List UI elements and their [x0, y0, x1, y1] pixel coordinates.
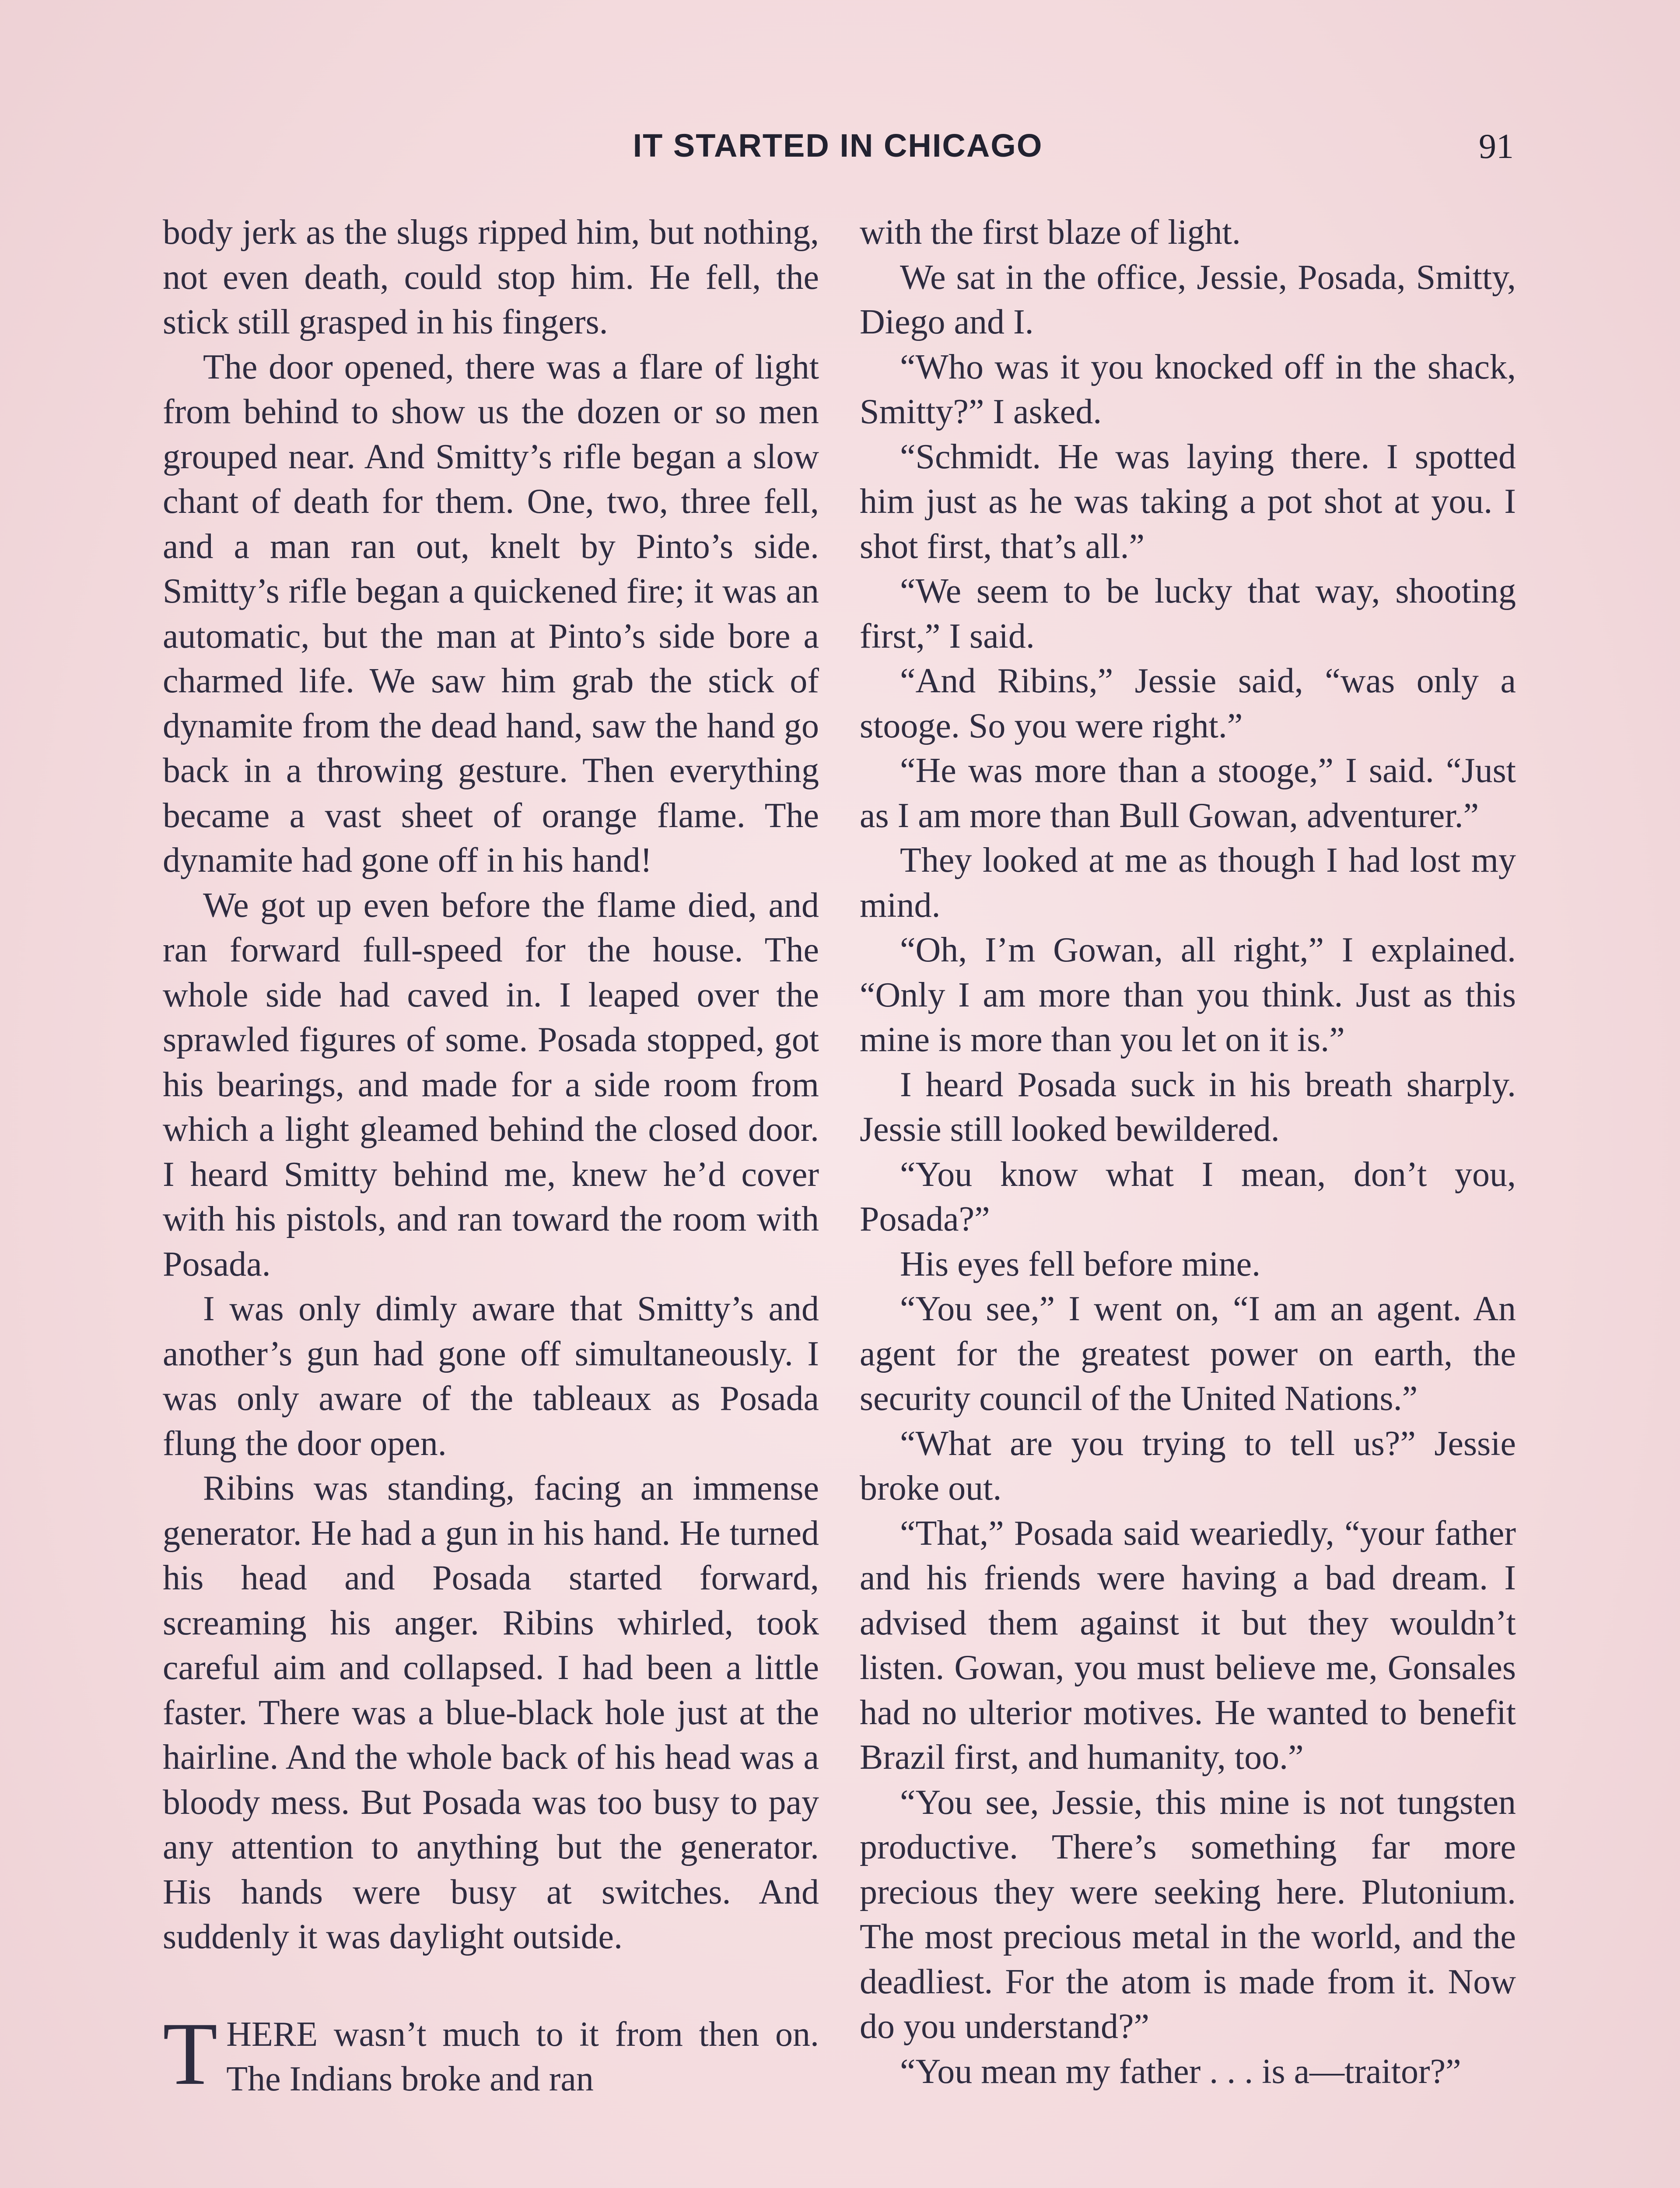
- running-title: IT STARTED IN CHICAGO: [633, 127, 1043, 164]
- paragraph: “You mean my father . . . is a—traitor?”: [900, 2052, 1461, 2091]
- paragraph: “He was more than a stooge,” I said. “Just as I am more than Bull Gowan, adventurer.”: [860, 751, 1516, 835]
- paragraph: “Schmidt. He was laying there. I spotted him just as he was taking a pot shot at you. I shot first, that’s all.”: [860, 437, 1516, 566]
- paragraph: with the first blaze of light.: [860, 213, 1241, 252]
- paragraph: “We seem to be lucky that way, shooting first,” I said.: [860, 572, 1516, 656]
- paragraph: The door opened, there was a flare of light from behind to show us the dozen or so men grouped near. And Smitty’s rifle began a slow chant of death for them. One, two, three fell, and a man ran out, knelt by Pinto’s side. Smitty’s rifle began a quickened fire; it was an automatic, but the man at Pinto’s side bore a charmed life. We saw him grab the stick of dynamite from the dead hand, saw the hand go back in a throwing gesture. Then everything became a vast sheet of orange flame. The dynamite had gone off in his hand!: [163, 347, 819, 880]
- paragraph: “Who was it you knocked off in the shack, Smitty?” I asked.: [860, 347, 1516, 431]
- left-column: [163, 210, 819, 2102]
- paragraph: “Oh, I’m Gowan, all right,” I explained. “Only I am more than you think. Just as this mine is more than you let on it is.”: [860, 931, 1516, 1059]
- paragraph: “You see, Jessie, this mine is not tungsten productive. There’s something far more precious they were seeking here. Plutonium. The most precious metal in the world, and the deadliest. For the atom is made from it. Now do you understand?”: [860, 1783, 1516, 2046]
- section-opening-text: HERE wasn’t much to it from then on. The Indians broke and ran: [226, 2015, 819, 2098]
- page-number: 91: [1479, 127, 1514, 166]
- paragraph: We sat in the office, Jessie, Posada, Smitty, Diego and I.: [860, 258, 1516, 341]
- paragraph: body jerk as the slugs ripped him, but nothing, not even death, could stop him. He fell, the stick still grasped in his fingers.: [163, 213, 819, 341]
- paragraph: “And Ribins,” Jessie said, “was only a stooge. So you were right.”: [860, 662, 1516, 745]
- paragraph: “That,” Posada said weariedly, “your father and his friends were having a bad dream. I advised them against it but they wouldn’t listen. Gowan, you must believe me, Gonsales had no ulterior motives. He wanted to benefit Brazil first, and humanity, too.”: [860, 1514, 1516, 1777]
- right-column: [860, 210, 1516, 2094]
- paragraph: They looked at me as though I had lost my mind.: [860, 841, 1516, 925]
- paragraph: We got up even before the flame died, and ran forward full-speed for the house. The whole side had caved in. I leaped over the sprawled figures of some. Posada stopped, got his bearings, and made for a side room from which a light gleamed behind the closed door. I heard Smitty behind me, knew he’d cover with his pistols, and ran toward the room with Posada.: [163, 886, 819, 1283]
- page-header: [162, 127, 1514, 175]
- paragraph: Ribins was standing, facing an immense generator. He had a gun in his hand. He turned his head and Posada started forward, screaming his anger. Ribins whirled, took careful aim and collapsed. I had been a little faster. There was a blue-black hole just at the hairline. And the whole back of his head was a bloody mess. But Posada was too busy to pay any attention to anything but the generator. His hands were busy at switches. And suddenly it was daylight outside.: [163, 1469, 819, 1956]
- paragraph: “You know what I mean, don’t you, Posada?”: [860, 1155, 1516, 1238]
- drop-cap: T: [163, 2004, 218, 2104]
- paragraph: “What are you trying to tell us?” Jessie broke out.: [860, 1424, 1516, 1508]
- section-opening-paragraph: [163, 2004, 819, 2104]
- paragraph: I was only dimly aware that Smitty’s and another’s gun had gone off simultaneously. I was only aware of the tableaux as Posada flung the door open.: [163, 1290, 819, 1463]
- paragraph: I heard Posada suck in his breath sharply. Jessie still looked bewildered.: [860, 1065, 1516, 1149]
- paragraph: “You see,” I went on, “I am an agent. An agent for the greatest power on earth, the security council of the United Nations.”: [860, 1290, 1516, 1418]
- paragraph: His eyes fell before mine.: [900, 1245, 1261, 1283]
